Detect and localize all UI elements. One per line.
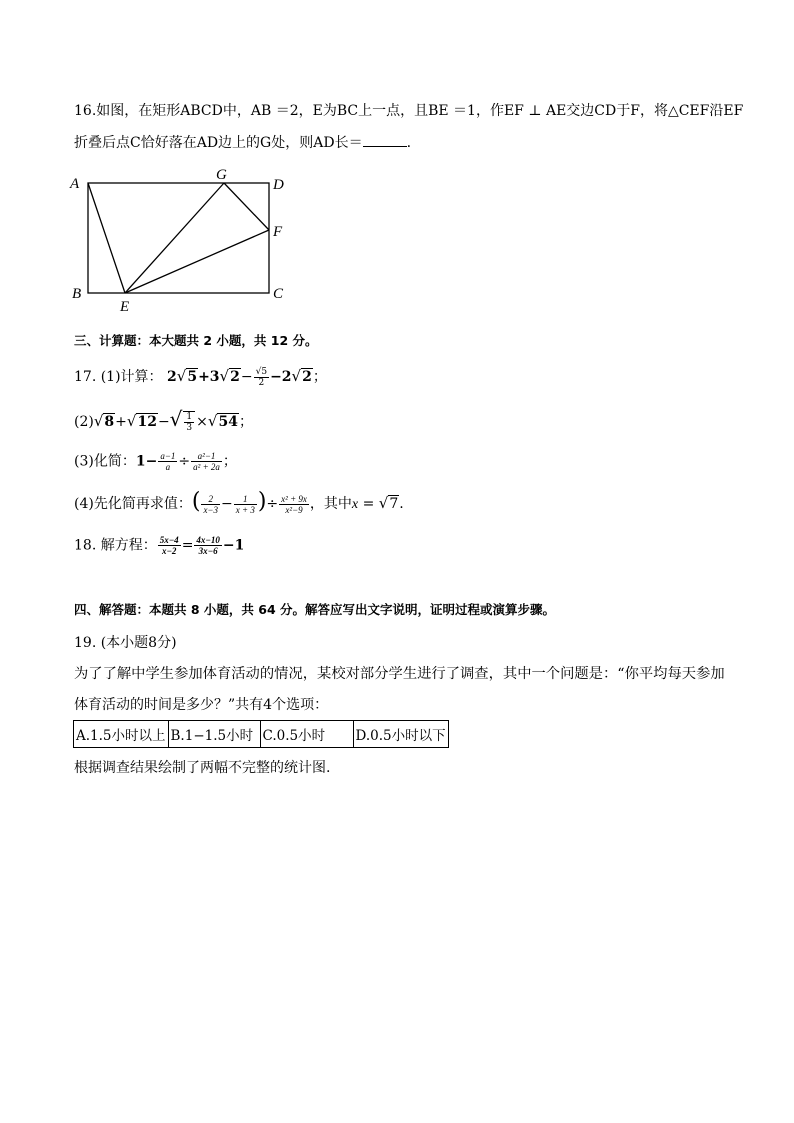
q17-p1-label: 17. (1)计算： bbox=[74, 369, 163, 385]
section4-title: 四、解答题：本题共 8 小题，共 64 分。解答应写出文字说明，证明过程或演算步骤。 bbox=[74, 602, 556, 617]
q19-header: 19. (本小题8分) bbox=[74, 635, 177, 651]
radicand: 54 bbox=[218, 414, 238, 430]
label-c: C bbox=[273, 286, 284, 302]
punct: . bbox=[399, 496, 404, 512]
q17-p4-label: (4)先化简再求值： bbox=[74, 496, 192, 512]
radicand: 7 bbox=[389, 496, 399, 512]
q17-part3 bbox=[74, 451, 237, 472]
term: 1− bbox=[135, 453, 158, 470]
option-d: D.0.5小时以下 bbox=[353, 721, 448, 748]
option-a: A.1.5小时以上 bbox=[74, 721, 169, 748]
operator: − bbox=[221, 496, 233, 512]
operator: × bbox=[196, 414, 208, 430]
q16-line1: 16.如图，在矩形ABCD中，AB ＝2，E为BC上一点，且BE ＝1，作EF ⊥ AE交边CD于F，将△CEF沿EF bbox=[74, 103, 744, 119]
operator: = bbox=[181, 537, 194, 554]
rectangle-abcd bbox=[88, 183, 269, 293]
segment-ef bbox=[125, 230, 269, 293]
q17-p2-label: (2) bbox=[74, 414, 94, 430]
radicand: 2 bbox=[302, 369, 312, 385]
q16-line2-end: . bbox=[406, 135, 412, 151]
segment-eg bbox=[125, 183, 224, 293]
fraction: $\frac{1}{3}$ bbox=[183, 411, 195, 433]
option-c: C.0.5小时 bbox=[260, 721, 353, 748]
q17-part1: 17. (1)计算： 2√5+3√2− $\frac{√5}{2}$ −2√2； bbox=[74, 366, 327, 388]
punct: ； bbox=[222, 453, 237, 470]
segment-gf bbox=[224, 183, 269, 230]
section3-title: 三、计算题：本大题共 2 小题，共 12 分。 bbox=[74, 333, 318, 348]
operator: ÷ bbox=[266, 496, 279, 512]
q19-line1: 为了了解中学生参加体育活动的情况，某校对部分学生进行了调查，其中一个问题是：“你平均每天参加 bbox=[74, 666, 725, 682]
term: 2 bbox=[167, 369, 177, 385]
q18 bbox=[74, 535, 244, 556]
radicand: 8 bbox=[104, 414, 115, 430]
fraction: $\frac{\text{a²−1}}{\text{a² + 2a}}$ bbox=[193, 451, 220, 472]
fraction: $\frac{1}{x + 3}$ bbox=[235, 493, 255, 515]
segment-ae bbox=[88, 183, 125, 293]
q19-footer: 根据调查结果绘制了两幅不完整的统计图. bbox=[74, 760, 331, 776]
option-b: B.1−1.5小时 bbox=[168, 721, 260, 748]
term: −2 bbox=[270, 369, 292, 385]
q16-line2 bbox=[74, 133, 411, 153]
label-g: G bbox=[216, 167, 227, 183]
fraction: $\frac{2}{x-3}$ bbox=[203, 493, 219, 515]
text: ，其中 bbox=[309, 496, 352, 512]
operator: = bbox=[358, 496, 379, 512]
fraction: $\frac{a-1}{a}$ bbox=[160, 451, 176, 472]
punct: ； bbox=[238, 414, 253, 430]
label-d: D bbox=[273, 177, 284, 193]
options-table bbox=[73, 720, 449, 748]
radicand: 12 bbox=[137, 414, 157, 430]
operator: − bbox=[240, 369, 253, 385]
rectangle-figure bbox=[60, 160, 300, 320]
operator: + bbox=[115, 414, 127, 430]
label-e: E bbox=[120, 299, 130, 315]
fraction: $\frac{√5}{2}$ bbox=[255, 366, 268, 388]
table-row bbox=[74, 721, 449, 748]
variable: x bbox=[351, 497, 359, 512]
fraction: $\frac{4x-10}{3x-6}$ bbox=[196, 535, 220, 556]
q16-line2-text: 折叠后点C恰好落在AD边上的G处，则AD长＝ bbox=[74, 135, 363, 151]
q17-part2: (2)√8+√12−√ $\frac{1}{3}$ ×√54； bbox=[74, 407, 253, 433]
fraction: $\frac{\text{x² + 9x}}{\text{x²−9}}$ bbox=[281, 493, 307, 515]
radicand: 5 bbox=[187, 369, 198, 385]
q17-part4: (4)先化简再求值：( $\frac{2}{x-3}$ − $\frac{1}{x + 3}$ )÷ $\frac{\text{x² + 9x}}{\text{x²−9}}$ ，其中x = √7. bbox=[74, 489, 404, 515]
term: +3 bbox=[198, 369, 220, 385]
label-a: A bbox=[70, 176, 80, 192]
radicand: 2 bbox=[230, 369, 240, 385]
q18-label: 18. 解方程： bbox=[74, 537, 157, 554]
answer-blank bbox=[363, 134, 407, 147]
q19-line2: 体育活动的时间是多少？”共有4个选项： bbox=[74, 697, 329, 713]
label-f: F bbox=[273, 224, 283, 240]
fraction: $\frac{5x-4}{x-2}$ bbox=[159, 535, 179, 556]
punct: ； bbox=[312, 369, 327, 385]
term: −1 bbox=[222, 537, 245, 554]
operator: − bbox=[157, 414, 170, 430]
q17-p3-label: (3)化简： bbox=[74, 453, 136, 470]
operator: ÷ bbox=[178, 453, 191, 470]
label-b: B bbox=[72, 286, 82, 302]
